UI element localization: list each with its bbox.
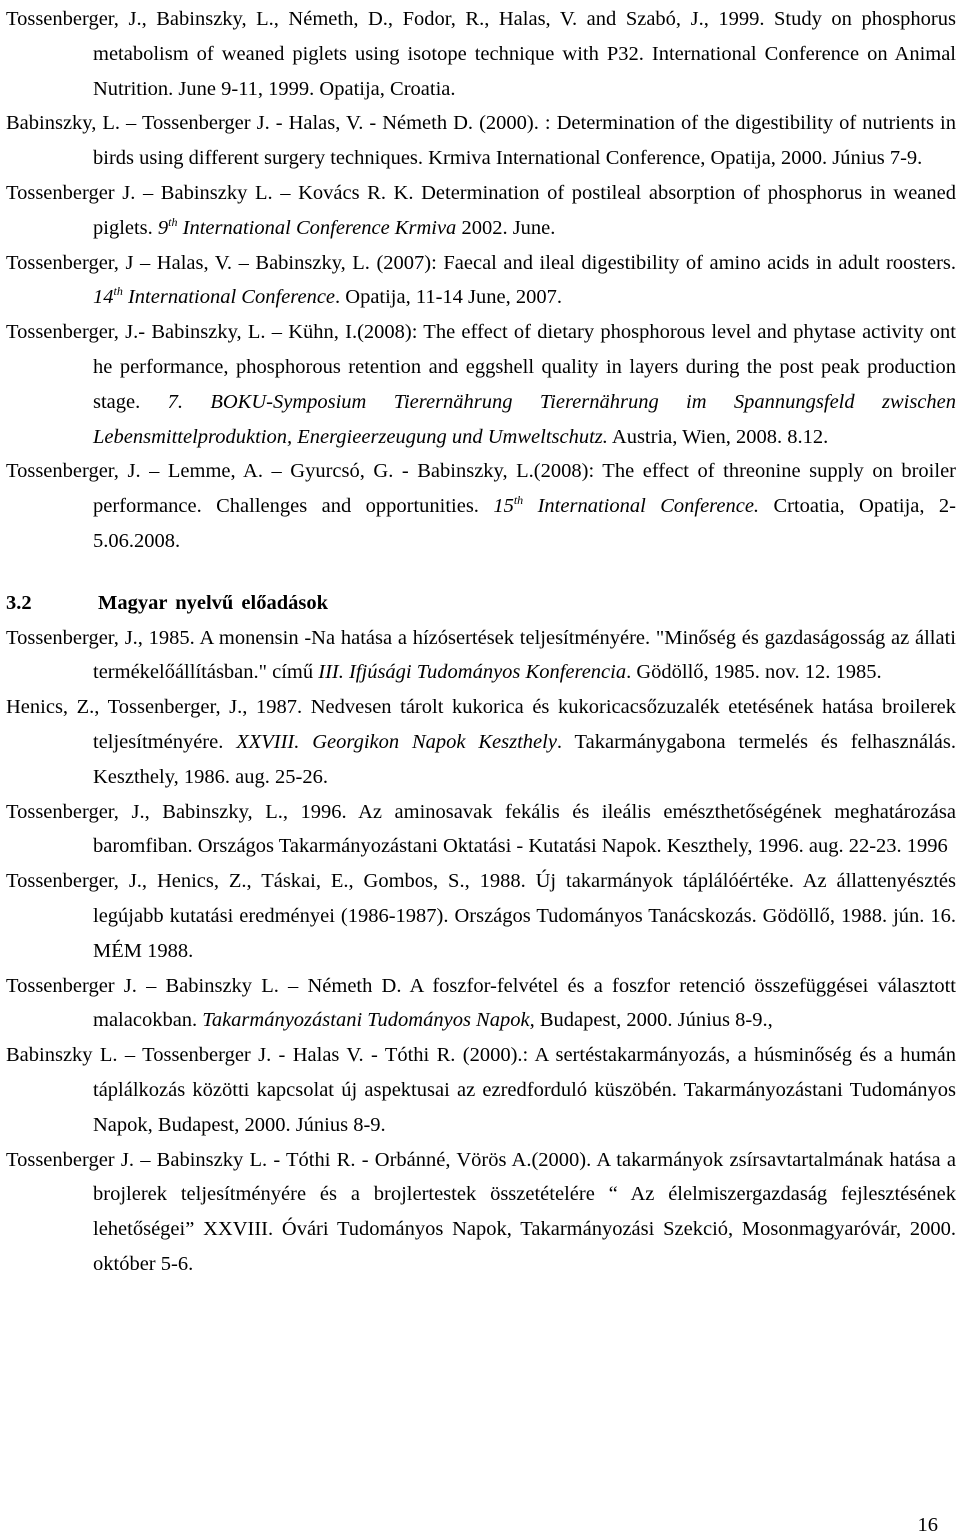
reference-text: . Opatija, 11-14 June, 2007. [335,286,562,309]
reference-entry [6,2,956,106]
reference-entry [6,621,956,691]
reference-entry [6,106,956,176]
reference-text: Tossenberger, J., Henics, Z., Táskai, E., Gombos, S., 1988. Új takarmányok táplálóértéke. Az állattenyésztés legújabb kutatási eredményei (1986-1987). Országos Tudományos Tanácskozás. Gödöllő, 1988. jún. 16. MÉM 1988. [6,870,956,962]
section-title: Magyar nyelvű előadások [98,591,328,614]
reference-entry [6,795,956,865]
reference-italic-text: 7. BOKU-Symposium Tierernährung Tierernährung im Spannungsfeld zwischen Lebensmittelproduktion, Energieerzeugung und Umweltschutz. [93,390,956,448]
reference-superscript: th [168,214,178,229]
reference-italic-text: 9 [157,216,169,239]
reference-italic-text: International Conference Krmiva [177,216,457,239]
reference-entry [6,690,956,794]
reference-text: Tossenberger, J. – Lemme, A. – Gyurcsó, G. - Babinszky, L.(2008): The effect of threonine supply on broiler performance. Challenges and opportunities. [6,460,956,518]
reference-text: Tossenberger, J.- Babinszky, L. – Kühn, I.(2008): The effect of dietary phosphorous level and phytase activity ont he performance, phosphorous retention and eggshell quality in layers during the post peak production stage. [6,321,956,413]
reference-text: Crtoatia, Opatija, 2-5.06.2008. [93,495,956,552]
reference-italic-text: 14 [93,286,114,309]
reference-text: Austria, Wien, 2008. 8.12. [607,425,829,448]
reference-text: 2002. June. [456,216,556,239]
reference-text: Henics, Z., Tossenberger, J., 1987. Nedvesen tárolt kukorica és kukoricacsőzuzalék etetésének hatása broilerek teljesítményére. [6,696,956,753]
reference-italic-text: III. Ifjúsági Tudományos Konferencia [318,661,627,684]
reference-entry [6,969,956,1039]
section-heading [6,586,956,621]
reference-italic-text: International Conference. [523,495,760,518]
section-number: 3.2 [6,591,32,614]
document-page [6,2,956,1282]
section-spacer [6,559,956,586]
reference-list-english [6,2,956,559]
reference-list-hungarian [6,621,956,1282]
reference-text: Babinszky L. – Tossenberger J. - Halas V. - Tóthi R. (2000).: A sertéstakarmányozás, a húsminőség és a humán táplálkozás közötti kapcsolat új aspektusai az ezredforduló küszöbén. Takarmányozástani Tudományos Napok, Budapest, 2000. Június 8-9. [6,1044,956,1136]
reference-entry [6,454,956,558]
reference-entry [6,864,956,968]
reference-text: Tossenberger, J., Babinszky, L., Németh, D., Fodor, R., Halas, V. and Szabó, J., 1999. Study on phosphorus metabolism of weaned piglets using isotope technique with P32. International Conference on Animal Nutrition. June 9-11, 1999. Opatija, Croatia. [6,8,956,100]
reference-text: . Gödöllő, 1985. nov. 12. 1985. [626,661,882,684]
reference-text: Tossenberger J. – Babinszky L. - Tóthi R. - Orbánné, Vörös A.(2000). A takarmányok zsírsavtartalmának hatása a brojlerek teljesítményére és a brojlertestek összetételére “ Az élelmiszergazdaság fejlesztésének lehetőségei” XXVIII. Óvári Tudományos Napok, Takarmányozási Szekció, Mosonmagyaróvár, 2000. október 5-6. [6,1148,956,1275]
reference-superscript: th [113,284,123,299]
reference-italic-text: International Conference [122,286,336,309]
reference-text: Babinszky, L. – Tossenberger J. - Halas, V. - Németh D. (2000). : Determination of the digestibility of nutrients in birds using different surgery techniques. Krmiva International Conference, Opatija, 2000. Június 7-9. [6,112,956,170]
reference-text: . Takarmánygabona termelés és felhasználás. Keszthely, 1986. aug. 25-26. [93,730,956,788]
reference-text: Tossenberger, J., Babinszky, L., 1996. Az aminosavak fekális és ileális emészthetőségének meghatározása baromfiban. Országos Takarmányozástani Oktatási - Kutatási Napok. Keszthely, 1996. aug. 22-23. 1996 [6,800,956,858]
reference-italic-text: 15 [493,495,514,518]
reference-italic-text: Takarmányozástani Tudományos Napok, [202,1009,535,1032]
reference-superscript: th [513,493,524,508]
reference-entry [6,246,956,316]
reference-text: Tossenberger, J – Halas, V. – Babinszky, L. (2007): Faecal and ileal digestibility of amino acids in adult roosters. [6,251,956,274]
reference-entry [6,1143,956,1282]
reference-entry [6,176,956,246]
reference-text: Tossenberger J. – Babinszky L. – Kovács R. K. Determination of postileal absorption of phosphorus in weaned piglets. [6,181,956,239]
reference-entry [6,315,956,454]
reference-text: Budapest, 2000. Június 8-9., [534,1009,773,1032]
reference-entry [6,1038,956,1142]
reference-text: Tossenberger, J., 1985. A monensin -Na hatása a hízósertések teljesítményére. "Minőség és gazdaságosság az állati termékelőállításban." című [6,626,956,684]
reference-italic-text: XXVIII. Georgikon Napok Keszthely [236,730,557,753]
reference-text: Tossenberger J. – Babinszky L. – Németh D. A foszfor-felvétel és a foszfor retenció összefüggései választott malacokban. [6,974,956,1032]
page-number: 16 [917,1514,938,1536]
